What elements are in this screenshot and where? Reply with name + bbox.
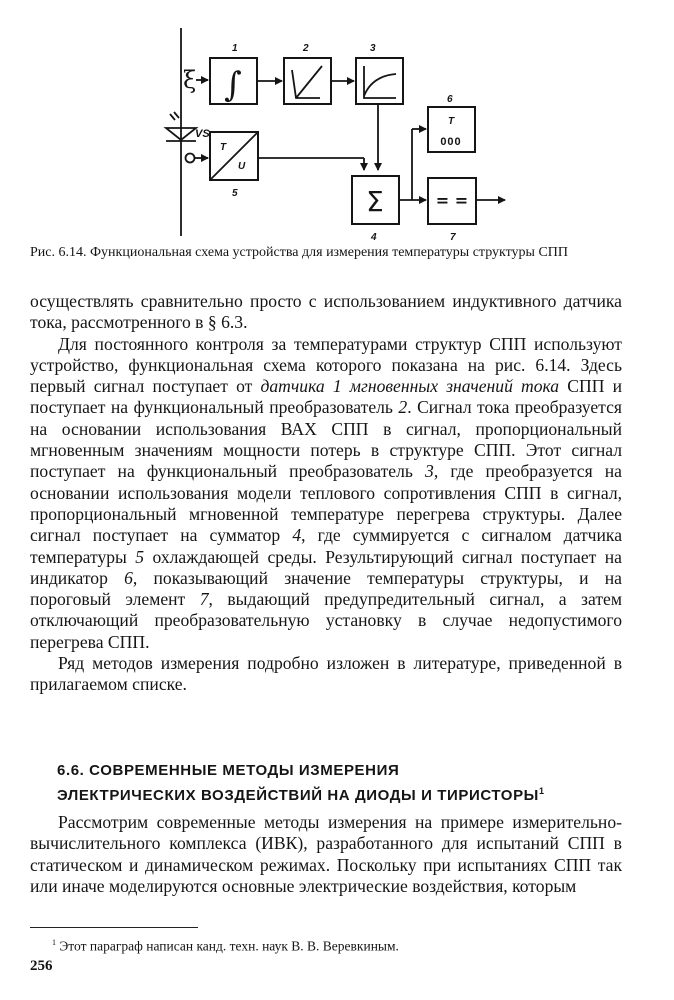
paragraph-temperature-control: Для постоянного контроля за температурами структур СПП используют устройство, функциональная схема которого показана на рис. 6.14. Здесь первый сигнал поступает от датчика 1 мгновенных значений тока СПП и поступает на функциональный преобразователь 2. Сигнал тока преобразуется на основании использования ВАХ СПП в сигнал, пропорциональный мгновенным значениям мощности потерь в структуре СПП. Этот сигнал поступает на функциональный преобразователь 3, где преобразуется на основании использования модели теплового сопротивления СПП в сигнал, пропорциональный мгновенной температуре перегрева структуры. Далее сигнал поступает на сумматор 4, где суммируется с сигналом датчика температуры 5 охлаждающей среды. Результирующий сигнал поступает на индикатор 6, показывающий значение температуры структуры, и на пороговый элемент 7, выдающий предупредительный сигнал, а затем отключающий преобразовательную установку в случае недопустимого перегрева СПП. [30, 333, 622, 652]
block-4-number: 4 [371, 232, 377, 240]
paragraph-literature: Ряд методов измерения подробно изложен в литературе, приведенной в прилагаемом списке. [30, 653, 622, 695]
block-2-converter [284, 58, 331, 104]
block-5-temperature-sensor [210, 132, 258, 180]
block-6-display: 000 [440, 136, 462, 148]
block-1-number: 1 [232, 43, 238, 54]
block-3-number: 3 [370, 43, 376, 54]
footnote: $^1$ Этот параграф написан канд. техн. наук В. В. Веревкиным. [52, 938, 399, 954]
block-7-label: = = [435, 191, 469, 210]
block-1-integrator [210, 58, 257, 105]
block-6-number: 6 [447, 94, 453, 105]
block-2-number: 2 [303, 43, 309, 54]
functional-diagram [0, 0, 674, 240]
svg-text:∫: ∫ [224, 65, 242, 105]
block-6-top-label: T [448, 116, 455, 127]
block-7-number: 7 [450, 232, 456, 240]
sigma-symbol: Σ [366, 185, 384, 218]
block-3-thermal-model [356, 58, 403, 104]
footnote-rule [30, 927, 198, 928]
block-5-top-label: T [220, 142, 227, 153]
body-text-top [30, 291, 622, 696]
vs-label: VS [195, 128, 210, 140]
sensor-terminal-icon [186, 154, 195, 163]
paragraph-ivk: Рассмотрим современные методы измерения на примере измерительно-вычислительного комплекса (ИВК), разработанного для испытаний СПП в статическом и динамическом режимах. Поскольку при испытаниях СПП так или иначе моделируются основные электрические воздействия, которым [30, 812, 622, 896]
block-5-bottom-label: U [238, 161, 246, 172]
body-text-bottom [30, 812, 622, 897]
section-heading: 6.6. СОВРЕМЕННЫЕ МЕТОДЫ ИЗМЕРЕНИЯ ЭЛЕКТРИЧЕСКИХ ВОЗДЕЙСТВИЙ НА ДИОДЫ И ТИРИСТОРЫ$^1$ [57, 762, 545, 804]
paragraph-continuation: осуществлять сравнительно просто с использованием индуктивного датчика тока, рассмотренного в § 6.3. [30, 291, 622, 333]
block-5-number: 5 [232, 188, 238, 199]
page-number: 256 [30, 958, 53, 974]
figure-caption: Рис. 6.14. Функциональная схема устройства для измерения температуры структуры СПП [30, 245, 569, 260]
xi-symbol: ξ [183, 66, 197, 94]
